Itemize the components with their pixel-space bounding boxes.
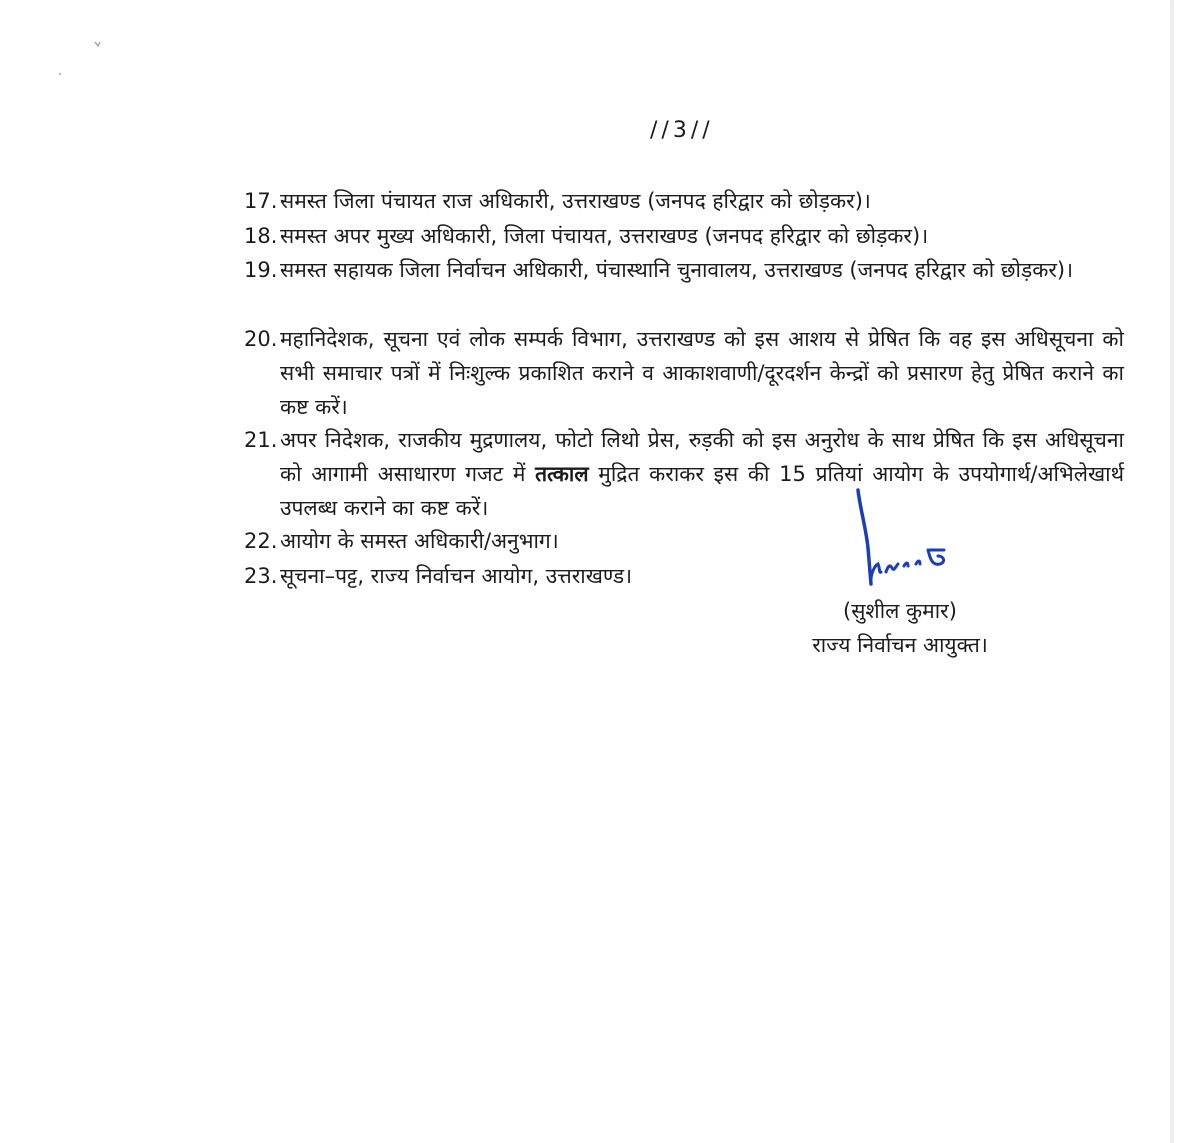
- signatory-designation: राज्य निर्वाचन आयुक्त।: [812, 633, 988, 657]
- item-text: समस्त अपर मुख्य अधिकारी, जिला पंचायत, उत्तराखण्ड (जनपद हरिद्वार को छोड़कर)।: [280, 224, 929, 248]
- list-item-21: [244, 423, 1124, 525]
- item-number: 17.: [244, 189, 278, 213]
- item-text: सूचना–पट्ट, राज्य निर्वाचन आयोग, उत्तराखण्ड।: [280, 564, 633, 588]
- item-number: 22.: [244, 529, 278, 553]
- list-item-23: [244, 559, 1124, 593]
- item-number: 19.: [244, 258, 278, 282]
- list-item-22: [244, 524, 1124, 558]
- page-number-mark: //3//: [650, 118, 714, 143]
- item-text-emphasis: तत्काल: [535, 462, 589, 486]
- item-text: समस्त जिला पंचायत राज अधिकारी, उत्तराखण्ड (जनपद हरिद्वार को छोड़कर)।: [280, 189, 871, 213]
- item-number: 21.: [244, 428, 278, 452]
- list-item-17: [244, 184, 1124, 218]
- list-item-19: [244, 253, 1124, 287]
- item-text: आयोग के समस्त अधिकारी/अनुभाग।: [280, 529, 559, 553]
- item-text: [280, 423, 1124, 525]
- signatory-block: [780, 594, 1020, 662]
- item-text: समस्त सहायक जिला निर्वाचन अधिकारी, पंचास्थानि चुनावालय, उत्तराखण्ड (जनपद हरिद्वार को छोड़कर)।: [280, 258, 1074, 282]
- item-text-part: अपर निदेशक, राजकीय मुद्रणालय, फोटो लिथो प्रेस, रुड़की को इस अनुरोध के साथ प्रेषित कि इस अधिसूचना को आगामी असाधारण गजट में: [280, 428, 1124, 486]
- item-number: 20.: [244, 327, 278, 351]
- paper-specks: [0, 0, 120, 90]
- item-number: 18.: [244, 224, 278, 248]
- signatory-name: (सुशील कुमार): [843, 599, 957, 623]
- list-item-18: [244, 219, 1124, 253]
- handwritten-signature: [846, 488, 966, 598]
- item-number: 23.: [244, 564, 278, 588]
- item-text: महानिदेशक, सूचना एवं लोक सम्पर्क विभाग, उत्तराखण्ड को इस आशय से प्रेषित कि वह इस अधिसूचना को सभी समाचार पत्रों में निःशुल्क प्रकाशित कराने व आकाशवाणी/दूरदर्शन केन्द्रों को प्रसारण हेतु प्रेषित कराने का कष्ट करें।: [280, 327, 1124, 419]
- item-text-part: मुद्रित कराकर इस की 15 प्रतियां आयोग के उपयोगार्थ/अभिलेखार्थ उपलब्ध कराने का कष्ट करें।: [280, 462, 1125, 520]
- list-item-20: [244, 322, 1124, 424]
- page-edge: [1170, 0, 1174, 1143]
